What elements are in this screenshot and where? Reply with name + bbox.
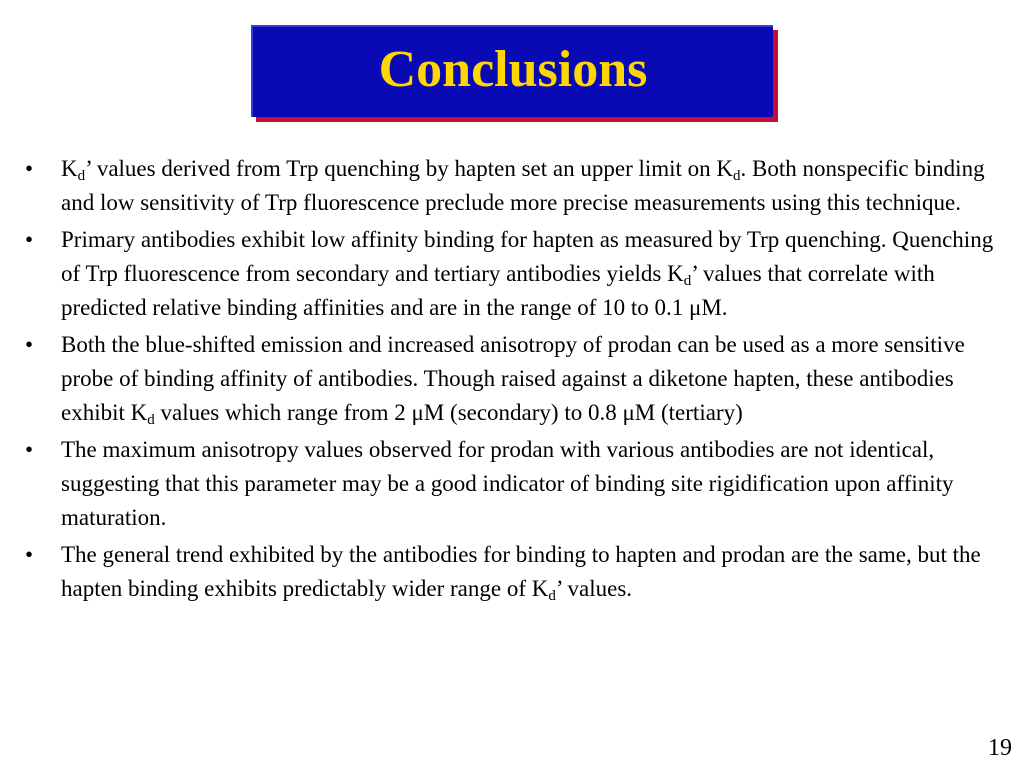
title-box — [251, 25, 773, 117]
bullet-text-segment: ’ values derived from Trp quenching by hapten set an upper limit on K — [85, 156, 734, 181]
bullet-text-segment: The maximum anisotropy values observed for prodan with various antibodies are not identical, suggesting that this parameter may be a good indicator of binding site rigidification upon affinity maturation. — [61, 437, 954, 530]
bullet-text-segment: ’ values that correlate with predicted relative binding affinities and are in the range of 10 to 0.1 μM. — [61, 261, 935, 320]
bullet-item-1 — [18, 152, 1008, 220]
bullet-marker: • — [25, 227, 34, 252]
bullet-marker: • — [25, 437, 34, 462]
bullet-marker: • — [25, 542, 34, 567]
bullet-marker: • — [25, 156, 34, 181]
subscript-d: d — [548, 588, 556, 604]
bullet-text-segment: Primary antibodies exhibit low affinity binding for hapten as measured by Trp quenching. Quenching of Trp fluorescence from secondary and tertiary antibodies yields K — [61, 227, 994, 286]
subscript-d: d — [77, 168, 86, 184]
subscript-d: d — [683, 273, 692, 289]
bullet-text-segment: Both the blue-shifted emission and increased anisotropy of prodan can be used as a more sensitive probe of binding affinity of antibodies. Though raised against a diketone hapten, these antibodies exhibit K — [61, 332, 965, 425]
bullet-text-segment: K — [61, 156, 78, 181]
bullet-text-segment: values which range from 2 μM (secondary) to 0.8 μM (tertiary) — [154, 400, 743, 425]
bullet-text-segment: The general trend exhibited by the antibodies for binding to hapten and prodan are the same, but the hapten binding exhibits predictably wider range of K — [61, 542, 981, 601]
slide-number: 19 — [988, 735, 1012, 761]
bullet-item-2 — [18, 223, 1008, 325]
bullet-list — [18, 152, 1008, 609]
bullet-text-segment: ’ values. — [555, 576, 633, 601]
subscript-d: d — [733, 168, 741, 184]
bullet-item-3 — [18, 328, 1008, 430]
bullet-text-segment: . Both nonspecific binding and low sensitivity of Trp fluorescence preclude more precise measurements using this technique. — [61, 156, 985, 215]
bullet-item-4 — [18, 433, 1008, 535]
subscript-d: d — [147, 412, 155, 428]
bullet-marker: • — [25, 332, 34, 357]
slide-title: Conclusions — [378, 41, 648, 98]
bullet-item-5 — [18, 538, 1008, 606]
